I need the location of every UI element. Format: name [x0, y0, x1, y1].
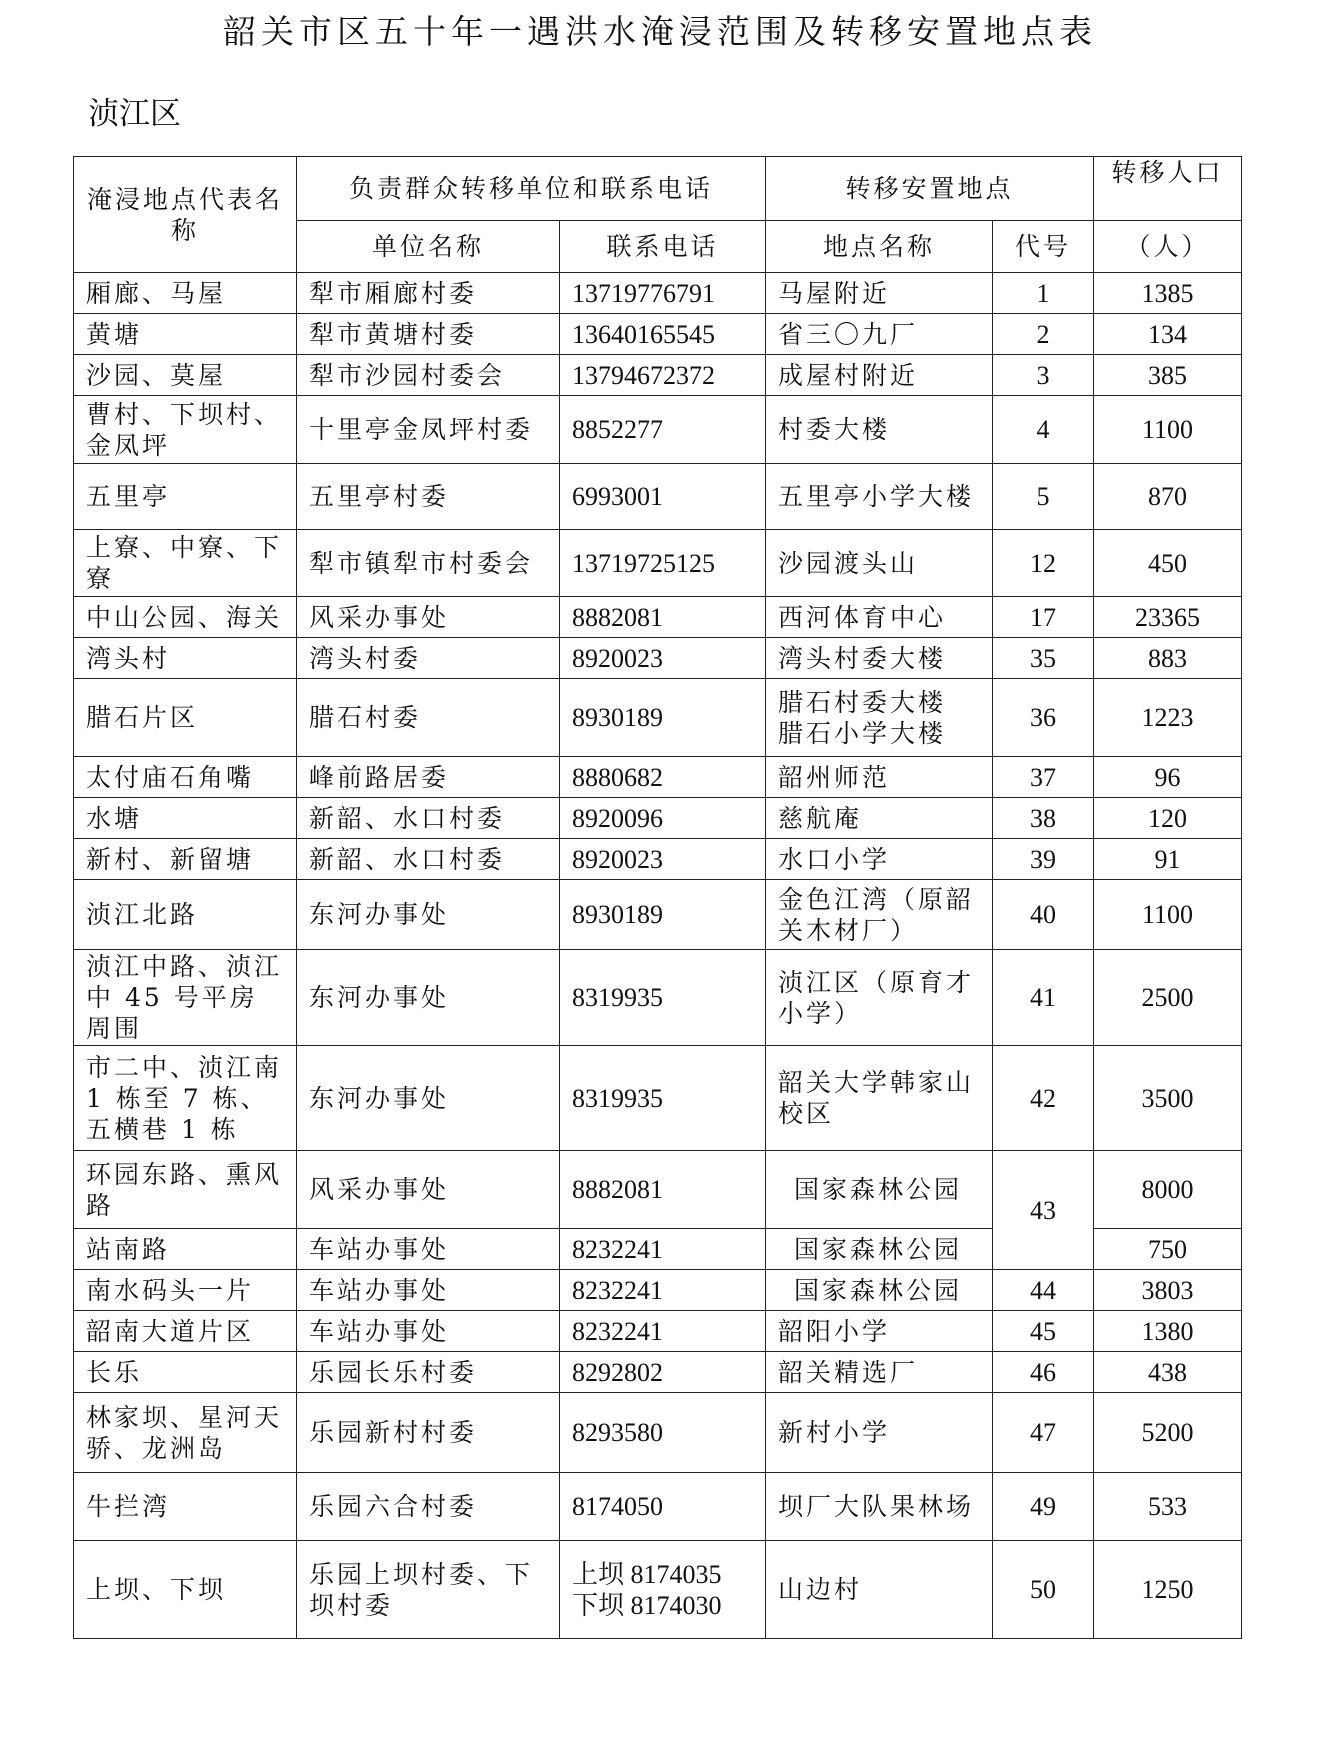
unit-name-cell: 风采办事处 — [297, 1151, 560, 1229]
table-row — [74, 355, 1242, 396]
place-name-cell — [766, 679, 993, 757]
phone-cell: 6993001 — [560, 464, 766, 530]
phone-line: 下坝 8174030 — [572, 1590, 722, 1620]
unit-name-cell: 新韶、水口村委 — [297, 839, 560, 880]
people-cell: 533 — [1094, 1473, 1242, 1541]
place-name-cell: 国家森林公园 — [766, 1151, 993, 1229]
table-row — [74, 464, 1242, 530]
code-cell: 5 — [993, 464, 1094, 530]
code-cell: 47 — [993, 1393, 1094, 1473]
place-name-cell: 湾头村委大楼 — [766, 638, 993, 679]
code-cell: 43 — [993, 1151, 1094, 1270]
people-cell: 1380 — [1094, 1311, 1242, 1352]
place-name-cell: 沙园渡头山 — [766, 530, 993, 597]
place-name-cell: 韶关大学韩家山校区 — [766, 1046, 993, 1151]
flood-site-cell: 环园东路、熏风路 — [74, 1151, 297, 1229]
code-cell: 46 — [993, 1352, 1094, 1393]
header-relocation-group: 转移安置地点 — [766, 157, 1094, 221]
phone-cell: 8174050 — [560, 1473, 766, 1541]
place-name-cell: 西河体育中心 — [766, 597, 993, 638]
unit-name-cell: 十里亭金凤坪村委 — [297, 396, 560, 464]
people-cell: 134 — [1094, 314, 1242, 355]
table-row — [74, 638, 1242, 679]
people-cell: 385 — [1094, 355, 1242, 396]
table-row — [74, 273, 1242, 314]
unit-name-cell: 峰前路居委 — [297, 757, 560, 798]
flood-site-cell: 站南路 — [74, 1229, 297, 1270]
people-cell: 750 — [1094, 1229, 1242, 1270]
people-cell: 1250 — [1094, 1541, 1242, 1639]
phone-cell: 8292802 — [560, 1352, 766, 1393]
unit-name-cell: 犁市黄塘村委 — [297, 314, 560, 355]
flood-site-cell: 沙园、莫屋 — [74, 355, 297, 396]
header-people: 转移人口 — [1094, 157, 1242, 221]
table-row — [74, 757, 1242, 798]
place-name-line: 腊石村委大楼 — [778, 687, 947, 717]
flood-site-cell: 黄塘 — [74, 314, 297, 355]
phone-cell: 8852277 — [560, 396, 766, 464]
header-flood-site: 淹浸地点代表名称 — [74, 157, 297, 273]
place-name-cell: 新村小学 — [766, 1393, 993, 1473]
place-name-cell: 韶关精选厂 — [766, 1352, 993, 1393]
phone-cell: 8232241 — [560, 1311, 766, 1352]
flood-relocation-table — [73, 156, 1242, 1639]
code-cell: 12 — [993, 530, 1094, 597]
place-name-cell: 五里亭小学大楼 — [766, 464, 993, 530]
unit-name-cell: 乐园新村村委 — [297, 1393, 560, 1473]
phone-cell: 8880682 — [560, 757, 766, 798]
flood-site-cell: 林家坝、星河天骄、龙洲岛 — [74, 1393, 297, 1473]
unit-name-cell: 风采办事处 — [297, 597, 560, 638]
people-cell: 2500 — [1094, 950, 1242, 1046]
flood-site-cell: 水塘 — [74, 798, 297, 839]
unit-name-cell: 车站办事处 — [297, 1229, 560, 1270]
place-name-cell: 韶州师范 — [766, 757, 993, 798]
phone-cell: 8232241 — [560, 1229, 766, 1270]
page-title: 韶关市区五十年一遇洪水淹浸范围及转移安置地点表 — [223, 12, 1097, 51]
table-row — [74, 314, 1242, 355]
code-cell: 39 — [993, 839, 1094, 880]
phone-cell: 13640165545 — [560, 314, 766, 355]
unit-name-cell: 东河办事处 — [297, 950, 560, 1046]
table-row — [74, 597, 1242, 638]
phone-cell: 13719725125 — [560, 530, 766, 597]
flood-site-cell: 五里亭 — [74, 464, 297, 530]
code-cell: 3 — [993, 355, 1094, 396]
code-cell: 36 — [993, 679, 1094, 757]
people-cell: 8000 — [1094, 1151, 1242, 1229]
header-unit-name: 单位名称 — [297, 221, 560, 273]
table-row — [74, 1473, 1242, 1541]
unit-name-cell: 腊石村委 — [297, 679, 560, 757]
code-cell: 4 — [993, 396, 1094, 464]
people-cell: 3803 — [1094, 1270, 1242, 1311]
unit-name-cell: 乐园六合村委 — [297, 1473, 560, 1541]
place-name-cell: 浈江区（原育才小学） — [766, 950, 993, 1046]
people-cell: 450 — [1094, 530, 1242, 597]
people-cell: 870 — [1094, 464, 1242, 530]
unit-name-cell: 湾头村委 — [297, 638, 560, 679]
table-row — [74, 530, 1242, 597]
table-row — [74, 679, 1242, 757]
code-cell: 49 — [993, 1473, 1094, 1541]
people-cell: 3500 — [1094, 1046, 1242, 1151]
flood-site-cell: 市二中、浈江南 1 栋至 7 栋、五横巷 1 栋 — [74, 1046, 297, 1151]
place-name-cell: 慈航庵 — [766, 798, 993, 839]
place-name-cell: 金色江湾（原韶关木材厂） — [766, 880, 993, 950]
table-row — [74, 1541, 1242, 1639]
phone-cell: 8319935 — [560, 1046, 766, 1151]
unit-name-cell: 车站办事处 — [297, 1311, 560, 1352]
people-cell: 1385 — [1094, 273, 1242, 314]
table-row — [74, 396, 1242, 464]
code-cell: 35 — [993, 638, 1094, 679]
flood-site-cell: 上寮、中寮、下寮 — [74, 530, 297, 597]
flood-site-cell: 浈江北路 — [74, 880, 297, 950]
phone-cell: 8319935 — [560, 950, 766, 1046]
flood-site-cell: 牛拦湾 — [74, 1473, 297, 1541]
phone-cell: 8930189 — [560, 679, 766, 757]
people-cell: 1100 — [1094, 880, 1242, 950]
people-cell: 1223 — [1094, 679, 1242, 757]
place-name-cell: 水口小学 — [766, 839, 993, 880]
unit-name-cell: 犁市镇犁市村委会 — [297, 530, 560, 597]
table-row — [74, 950, 1242, 1046]
code-cell: 45 — [993, 1311, 1094, 1352]
place-name-line: 腊石小学大楼 — [778, 718, 947, 748]
flood-site-cell: 中山公园、海关 — [74, 597, 297, 638]
code-cell: 42 — [993, 1046, 1094, 1151]
code-cell: 1 — [993, 273, 1094, 314]
people-cell: 883 — [1094, 638, 1242, 679]
phone-cell: 8882081 — [560, 1151, 766, 1229]
flood-site-cell: 曹村、下坝村、金凤坪 — [74, 396, 297, 464]
flood-site-cell: 厢廊、马屋 — [74, 273, 297, 314]
phone-cell: 8920023 — [560, 839, 766, 880]
flood-site-cell: 太付庙石角嘴 — [74, 757, 297, 798]
phone-cell: 8232241 — [560, 1270, 766, 1311]
unit-name-cell: 犁市厢廊村委 — [297, 273, 560, 314]
place-name-cell: 坝厂大队果林场 — [766, 1473, 993, 1541]
table-row — [74, 1270, 1242, 1311]
header-phone: 联系电话 — [560, 221, 766, 273]
flood-site-cell: 上坝、下坝 — [74, 1541, 297, 1639]
code-cell: 17 — [993, 597, 1094, 638]
place-name-cell: 山边村 — [766, 1541, 993, 1639]
people-cell: 5200 — [1094, 1393, 1242, 1473]
flood-site-cell: 新村、新留塘 — [74, 839, 297, 880]
phone-cell: 13794672372 — [560, 355, 766, 396]
people-cell: 120 — [1094, 798, 1242, 839]
header-place-name: 地点名称 — [766, 221, 993, 273]
unit-name-cell: 新韶、水口村委 — [297, 798, 560, 839]
code-cell: 50 — [993, 1541, 1094, 1639]
flood-site-cell: 南水码头一片 — [74, 1270, 297, 1311]
unit-name-cell: 东河办事处 — [297, 880, 560, 950]
flood-site-cell: 浈江中路、浈江中 45 号平房周围 — [74, 950, 297, 1046]
phone-cell: 13719776791 — [560, 273, 766, 314]
table-row — [74, 1046, 1242, 1151]
table-row — [74, 1393, 1242, 1473]
phone-cell — [560, 1541, 766, 1639]
table-row — [74, 1311, 1242, 1352]
table-row — [74, 839, 1242, 880]
place-name-cell: 马屋附近 — [766, 273, 993, 314]
header-code: 代号 — [993, 221, 1094, 273]
unit-name-cell: 乐园上坝村委、下坝村委 — [297, 1541, 560, 1639]
code-cell: 37 — [993, 757, 1094, 798]
table-row — [74, 880, 1242, 950]
table-row — [74, 1151, 1242, 1229]
code-cell: 44 — [993, 1270, 1094, 1311]
phone-cell: 8920023 — [560, 638, 766, 679]
flood-site-cell: 湾头村 — [74, 638, 297, 679]
phone-cell: 8930189 — [560, 880, 766, 950]
place-name-cell: 韶阳小学 — [766, 1311, 993, 1352]
code-cell: 40 — [993, 880, 1094, 950]
people-cell: 438 — [1094, 1352, 1242, 1393]
unit-name-cell: 乐园长乐村委 — [297, 1352, 560, 1393]
place-name-cell: 村委大楼 — [766, 396, 993, 464]
people-cell: 96 — [1094, 757, 1242, 798]
place-name-cell: 国家森林公园 — [766, 1229, 993, 1270]
flood-site-cell: 腊石片区 — [74, 679, 297, 757]
unit-name-cell: 东河办事处 — [297, 1046, 560, 1151]
phone-cell: 8920096 — [560, 798, 766, 839]
phone-cell: 8293580 — [560, 1393, 766, 1473]
unit-name-cell: 五里亭村委 — [297, 464, 560, 530]
header-unit-group: 负责群众转移单位和联系电话 — [297, 157, 766, 221]
table-row — [74, 1352, 1242, 1393]
code-cell: 41 — [993, 950, 1094, 1046]
header-people-unit: （人） — [1094, 221, 1242, 273]
flood-site-cell: 韶南大道片区 — [74, 1311, 297, 1352]
table-row — [74, 798, 1242, 839]
phone-cell: 8882081 — [560, 597, 766, 638]
people-cell: 91 — [1094, 839, 1242, 880]
phone-line: 上坝 8174035 — [572, 1559, 722, 1589]
code-cell: 2 — [993, 314, 1094, 355]
place-name-cell: 成屋村附近 — [766, 355, 993, 396]
code-cell: 38 — [993, 798, 1094, 839]
people-cell: 1100 — [1094, 396, 1242, 464]
place-name-cell: 国家森林公园 — [766, 1270, 993, 1311]
place-name-cell: 省三〇九厂 — [766, 314, 993, 355]
people-cell: 23365 — [1094, 597, 1242, 638]
district-heading: 浈江区 — [88, 96, 181, 132]
unit-name-cell: 车站办事处 — [297, 1270, 560, 1311]
flood-site-cell: 长乐 — [74, 1352, 297, 1393]
unit-name-cell: 犁市沙园村委会 — [297, 355, 560, 396]
